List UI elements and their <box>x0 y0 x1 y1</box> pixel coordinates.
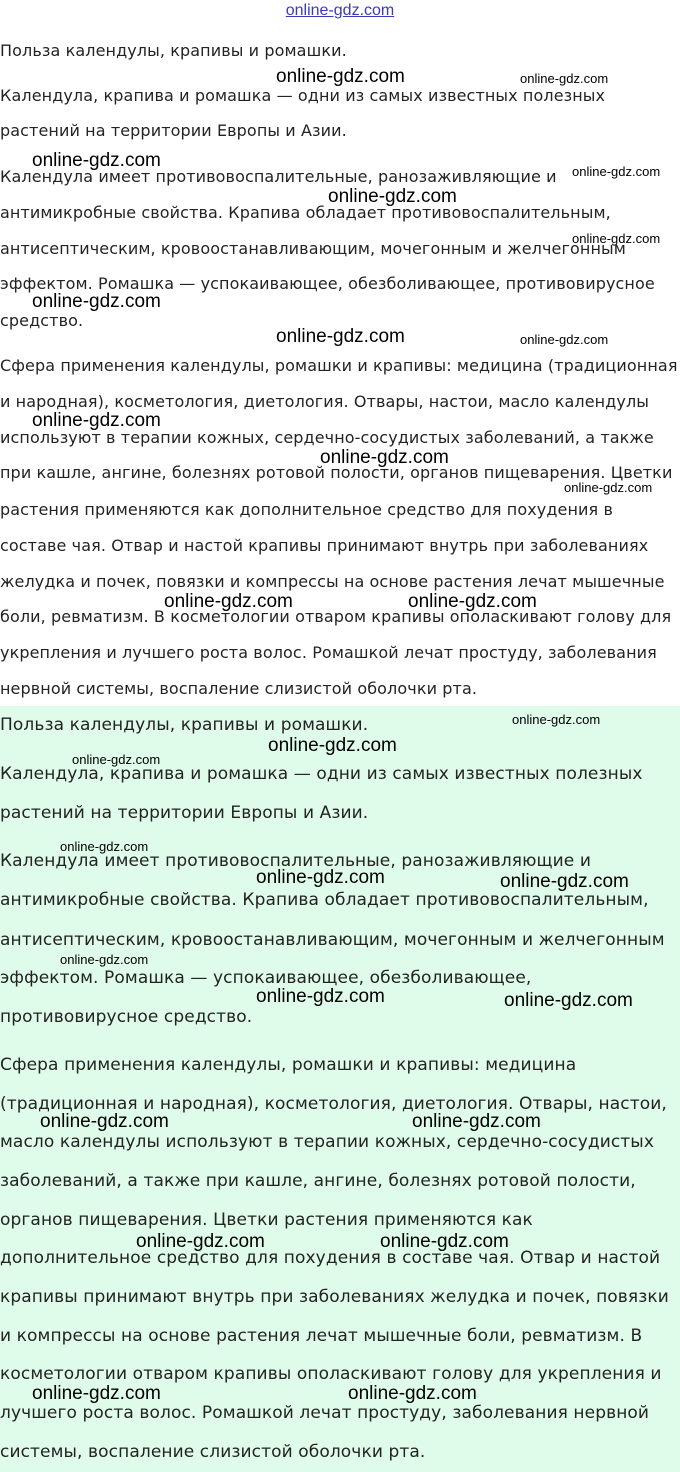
text-line: Сфера применения календулы, ромашки и крапивы: медицина (традиционная <box>0 356 678 375</box>
text-line: и компрессы на основе растения лечат мышечные боли, ревматизм. В <box>0 1326 643 1346</box>
watermark: online-gdz.com <box>520 332 609 347</box>
watermark: online-gdz.com <box>276 66 405 87</box>
text-line: дополнительное средство для похудения в составе чая. Отвар и настой <box>0 1248 661 1268</box>
watermark: online-gdz.com <box>504 990 633 1011</box>
watermark: online-gdz.com <box>564 480 653 495</box>
watermark: online-gdz.com <box>136 1231 265 1252</box>
site-header <box>0 0 680 24</box>
watermark: online-gdz.com <box>500 871 629 892</box>
text-line: Календула, крапива и ромашка — одни из самых известных полезных <box>0 86 606 105</box>
watermark: online-gdz.com <box>256 867 385 888</box>
text-line: антимикробные свойства. Крапива обладает противовоспалительным, <box>0 890 649 910</box>
text-line: лучшего роста волос. Ромашкой лечат простуду, заболевания нервной <box>0 1403 650 1423</box>
watermark: online-gdz.com <box>412 1111 541 1132</box>
watermark: online-gdz.com <box>512 712 601 727</box>
watermark: online-gdz.com <box>328 186 457 207</box>
text-line: Сфера применения календулы, ромашки и крапивы: медицина <box>0 1055 577 1075</box>
watermark: online-gdz.com <box>572 231 661 246</box>
watermark: online-gdz.com <box>276 326 405 347</box>
text-line: растений на территории Европы и Азии. <box>0 803 369 823</box>
text-line: используют в терапии кожных, сердечно-сосудистых заболеваний, а также <box>0 428 654 447</box>
text-line: заболеваний, а также при кашле, ангине, болезнях ротовой полости, <box>0 1171 636 1191</box>
text-line: органов пищеварения. Цветки растения применяются как <box>0 1210 533 1230</box>
answer-block-2 <box>0 706 680 1472</box>
text-line: желудка и почек, повязки и компрессы на основе растения лечат мышечные <box>0 572 665 591</box>
text-line: растения применяются как дополнительное средство для похудения в <box>0 500 613 519</box>
watermark: online-gdz.com <box>32 291 161 312</box>
text-line: составе чая. Отвар и настой крапивы принимают внутрь при заболеваниях <box>0 536 649 555</box>
text-line: боли, ревматизм. В косметологии отваром крапивы ополаскивают голову для <box>0 607 672 626</box>
text-line: Календула имеет противовоспалительные, ранозаживляющие и <box>0 167 557 186</box>
text-line: Польза календулы, крапивы и ромашки. <box>0 41 347 60</box>
text-line: противовирусное средство. <box>0 1007 253 1027</box>
site-link[interactable]: online-gdz.com <box>285 2 395 19</box>
text-line: растений на территории Европы и Азии. <box>0 121 347 140</box>
text-line: косметологии отваром крапивы ополаскивают голову для укрепления и <box>0 1364 662 1384</box>
watermark: online-gdz.com <box>32 410 161 431</box>
watermark: online-gdz.com <box>60 839 149 854</box>
text-line: антимикробные свойства. Крапива обладает противовоспалительным, <box>0 203 611 222</box>
text-line: эффектом. Ромашка — успокаивающее, обезболивающее, <box>0 968 532 988</box>
watermark: online-gdz.com <box>520 71 609 86</box>
text-line: системы, воспаление слизистой оболочки рта. <box>0 1442 426 1462</box>
watermark: online-gdz.com <box>380 1231 509 1252</box>
text-line: средство. <box>0 311 84 330</box>
watermark: online-gdz.com <box>348 1383 477 1404</box>
text-line: Польза календулы, крапивы и ромашки. <box>0 715 369 735</box>
answer-block-1 <box>0 36 680 704</box>
text-line: (традиционная и народная), косметология, диетология. Отвары, настои, <box>0 1094 667 1114</box>
watermark: online-gdz.com <box>60 952 149 967</box>
watermark: online-gdz.com <box>72 752 161 767</box>
watermark: online-gdz.com <box>572 164 661 179</box>
text-line: нервной системы, воспаление слизистой оболочки рта. <box>0 679 478 698</box>
text-line: антисептическим, кровоостанавливающим, мочегонным и желчегонным <box>0 239 626 258</box>
watermark: online-gdz.com <box>408 591 537 612</box>
text-line: крапивы принимают внутрь при заболеваниях желудка и почек, повязки <box>0 1287 669 1307</box>
watermark: online-gdz.com <box>40 1111 169 1132</box>
text-line: эффектом. Ромашка — успокаивающее, обезболивающее, противовирусное <box>0 274 655 293</box>
watermark: online-gdz.com <box>32 1383 161 1404</box>
watermark: online-gdz.com <box>268 735 397 756</box>
text-line: масло календулы используют в терапии кожных, сердечно-сосудистых <box>0 1132 654 1152</box>
watermark: online-gdz.com <box>32 150 161 171</box>
text-line: укрепления и лучшего роста волос. Ромашкой лечат простуду, заболевания <box>0 643 657 662</box>
text-line: и народная), косметология, диетология. Отвары, настои, масло календулы <box>0 392 649 411</box>
watermark: online-gdz.com <box>164 591 293 612</box>
text-line: при кашле, ангине, болезнях ротовой полости, органов пищеварения. Цветки <box>0 463 673 482</box>
text-line: Календула, крапива и ромашка — одни из самых известных полезных <box>0 764 643 784</box>
text-line: антисептическим, кровоостанавливающим, мочегонным и желчегонным <box>0 930 665 950</box>
text-line: Календула имеет противовоспалительные, ранозаживляющие и <box>0 851 592 871</box>
watermark: online-gdz.com <box>320 447 449 468</box>
watermark: online-gdz.com <box>256 986 385 1007</box>
